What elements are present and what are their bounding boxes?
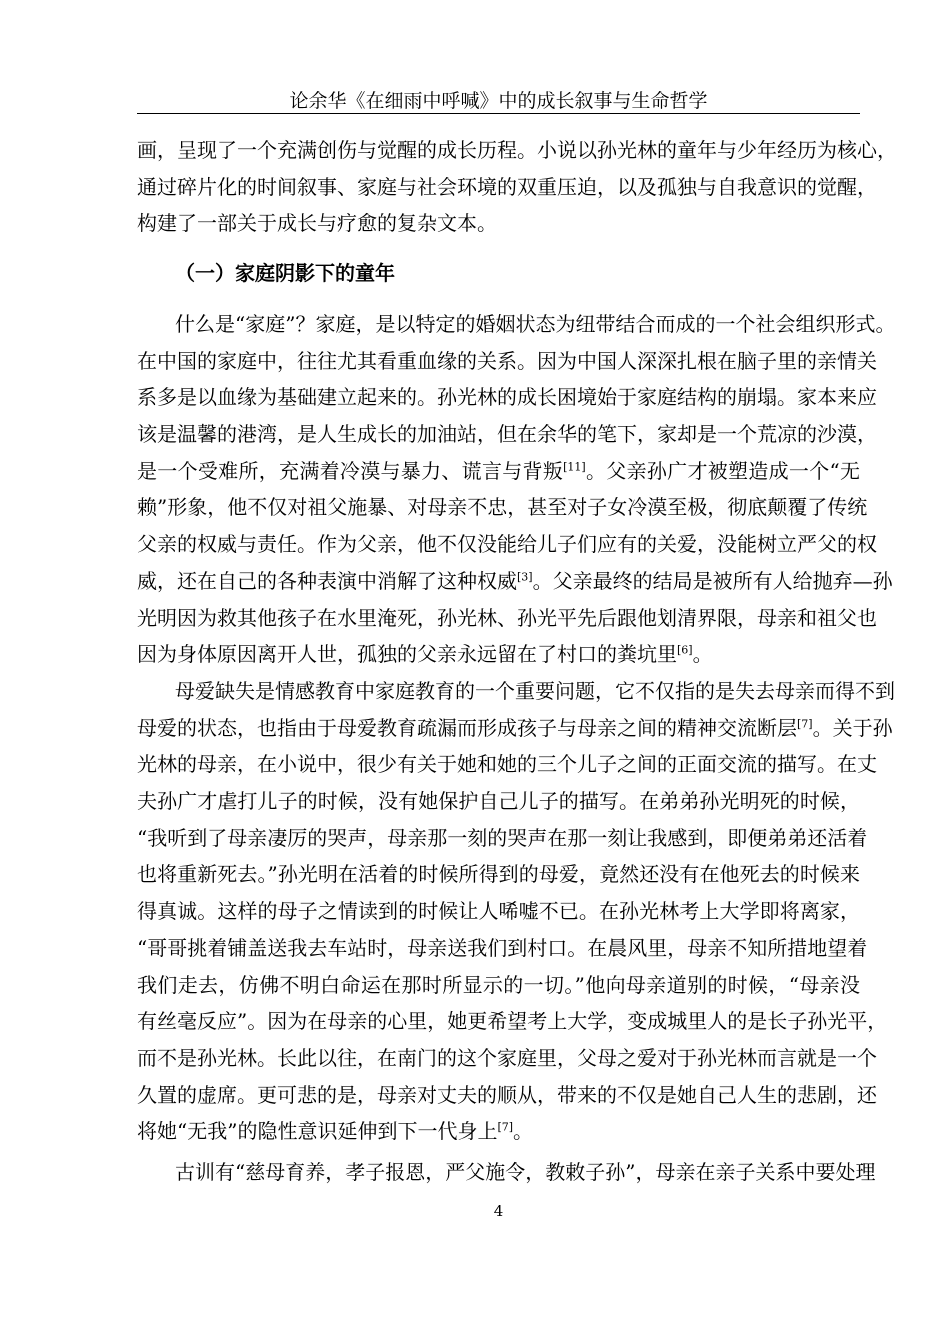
text-run: 。父亲孙广才被塑造成一个“无: [585, 458, 860, 483]
text-run: “哥哥挑着铺盖送我去车站时，母亲送我们到村口。在晨风里，母亲不知所措地望着: [137, 935, 868, 960]
section-heading: （一）家庭阴影下的童年: [175, 261, 395, 285]
text-line: [137, 1154, 876, 1191]
text-run: 父亲的权威与责任。作为父亲，他不仅没能给儿子们应有的关爱，没能树立严父的权: [137, 532, 877, 557]
text-line: [137, 710, 893, 747]
text-run: 画，呈现了一个充满创伤与觉醒的成长历程。小说以孙光林的童年与少年经历为核心，: [137, 138, 897, 162]
text-run: 通过碎片化的时间叙事、家庭与社会环境的双重压迫，以及孤独与自我意识的觉醒，: [137, 174, 877, 199]
citation-ref: [3]: [517, 570, 533, 584]
text-run: 。: [513, 1119, 534, 1144]
text-line: [137, 783, 860, 820]
text-line: [137, 343, 877, 380]
text-run: 我们走去，仿佛不明白命运在那时所显示的一切。”他向母亲道别的时候，“母亲没: [137, 972, 860, 997]
intro-paragraph: [137, 132, 897, 242]
text-line: [137, 526, 877, 563]
text-line: [137, 416, 877, 453]
text-line: [137, 563, 893, 600]
header-rule: [137, 113, 860, 114]
text-run: 赖”形象，他不仅对祖父施暴、对母亲不忠，甚至对子女冷漠至极，彻底颠覆了传统: [137, 495, 868, 520]
text-run: 什么是“家庭”？家庭，是以特定的婚姻状态为纽带结合而成的一个社会组织形式。: [175, 312, 896, 336]
text-line: [137, 636, 860, 673]
text-run: 将她“无我”的隐性意识延伸到下一代身上: [137, 1119, 498, 1144]
citation-ref: [11]: [563, 460, 586, 474]
text-line: [137, 746, 877, 783]
text-line: [137, 1040, 877, 1077]
text-run: 光明因为救其他孩子在水里淹死，孙光林、孙光平先后跟他划清界限，母亲和祖父也: [137, 605, 877, 630]
text-line: [137, 1003, 888, 1040]
text-run: 。: [692, 642, 713, 667]
text-run: 系多是以血缘为基础建立起来的。孙光林的成长困境始于家庭结构的崩塌。家本来应: [137, 385, 877, 410]
text-line: [137, 169, 877, 206]
text-run: 光林的母亲，在小说中，很少有关于她和她的三个儿子之间的正面交流的描写。在丈: [137, 752, 877, 777]
text-run: 而不是孙光林。长此以往，在南门的这个家庭里，父母之爱对于孙光林而言就是一个: [137, 1045, 877, 1070]
text-run: 。父亲最终的结局是被所有人给抛弃—孙: [532, 568, 893, 593]
citation-ref: [6]: [677, 643, 693, 657]
text-run: 也将重新死去。”孙光明在活着的时候所得到的母爱，竟然还没有在他死去的时候来: [137, 862, 860, 887]
body-paragraph: [137, 673, 895, 1150]
body-paragraph: [137, 306, 896, 673]
text-run: 母爱的状态，也指由于母爱教育疏漏而形成孩子与母亲之间的精神交流断层: [137, 715, 797, 740]
text-line: [137, 489, 868, 526]
text-line: [137, 379, 877, 416]
text-run: 构建了一部关于成长与疗愈的复杂文本。: [137, 211, 497, 236]
text-line: [137, 930, 868, 967]
citation-ref: [7]: [497, 1120, 514, 1134]
text-run: “我听到了母亲凄厉的哭声，母亲那一刻的哭声在那一刻让我感到，即便弟弟还活着: [137, 825, 868, 850]
text-line: [137, 205, 860, 242]
text-run: 古训有“慈母育养，孝子报恩，严父施令，教敕子孙”，母亲在亲子关系中要处理: [175, 1160, 876, 1184]
text-line: [137, 967, 860, 1004]
running-header: 论余华《在细雨中呼喊》中的成长叙事与生命哲学: [289, 90, 708, 112]
text-line: [137, 893, 860, 930]
citation-ref: [7]: [797, 717, 813, 731]
text-line: [137, 306, 896, 343]
text-run: 。关于孙: [812, 715, 893, 740]
body-paragraph: [137, 1154, 876, 1191]
text-line: [137, 132, 897, 169]
page-number: 4: [493, 1202, 504, 1220]
text-run: 得真诚。这样的母子之情读到的时候让人唏嘘不已。在孙光林考上大学即将离家，: [137, 899, 860, 924]
text-run: 该是温馨的港湾，是人生成长的加油站，但在余华的笔下，家却是一个荒凉的沙漠，: [137, 422, 877, 447]
text-run: 威，还在自己的各种表演中消解了这种权威: [137, 568, 517, 593]
text-line: [137, 1077, 877, 1114]
text-line: [137, 673, 895, 710]
text-line: [137, 453, 860, 490]
text-run: 有丝毫反应”。因为在母亲的心里，她更希望考上大学，变成城里人的是长子孙光平，: [137, 1009, 888, 1034]
text-run: 母爱缺失是情感教育中家庭教育的一个重要问题，它不仅指的是失去母亲而得不到: [175, 679, 895, 703]
text-run: 是一个受难所，充满着冷漠与暴力、谎言与背叛: [137, 458, 564, 483]
text-run: 夫孙广才虐打儿子的时候，没有她保护自己儿子的描写。在弟弟孙光明死的时候，: [137, 789, 860, 814]
text-run: 在中国的家庭中，往往尤其看重血缘的关系。因为中国人深深扎根在脑子里的亲情关: [137, 348, 877, 373]
text-line: [137, 856, 860, 893]
text-line: [137, 1113, 860, 1150]
text-line: [137, 820, 868, 857]
text-line: [137, 600, 877, 637]
text-run: 久置的虚席。更可悲的是，母亲对丈夫的顺从，带来的不仅是她自己人生的悲剧，还: [137, 1082, 877, 1107]
text-run: 因为身体原因离开人世，孤独的父亲永远留在了村口的粪坑里: [137, 642, 677, 667]
